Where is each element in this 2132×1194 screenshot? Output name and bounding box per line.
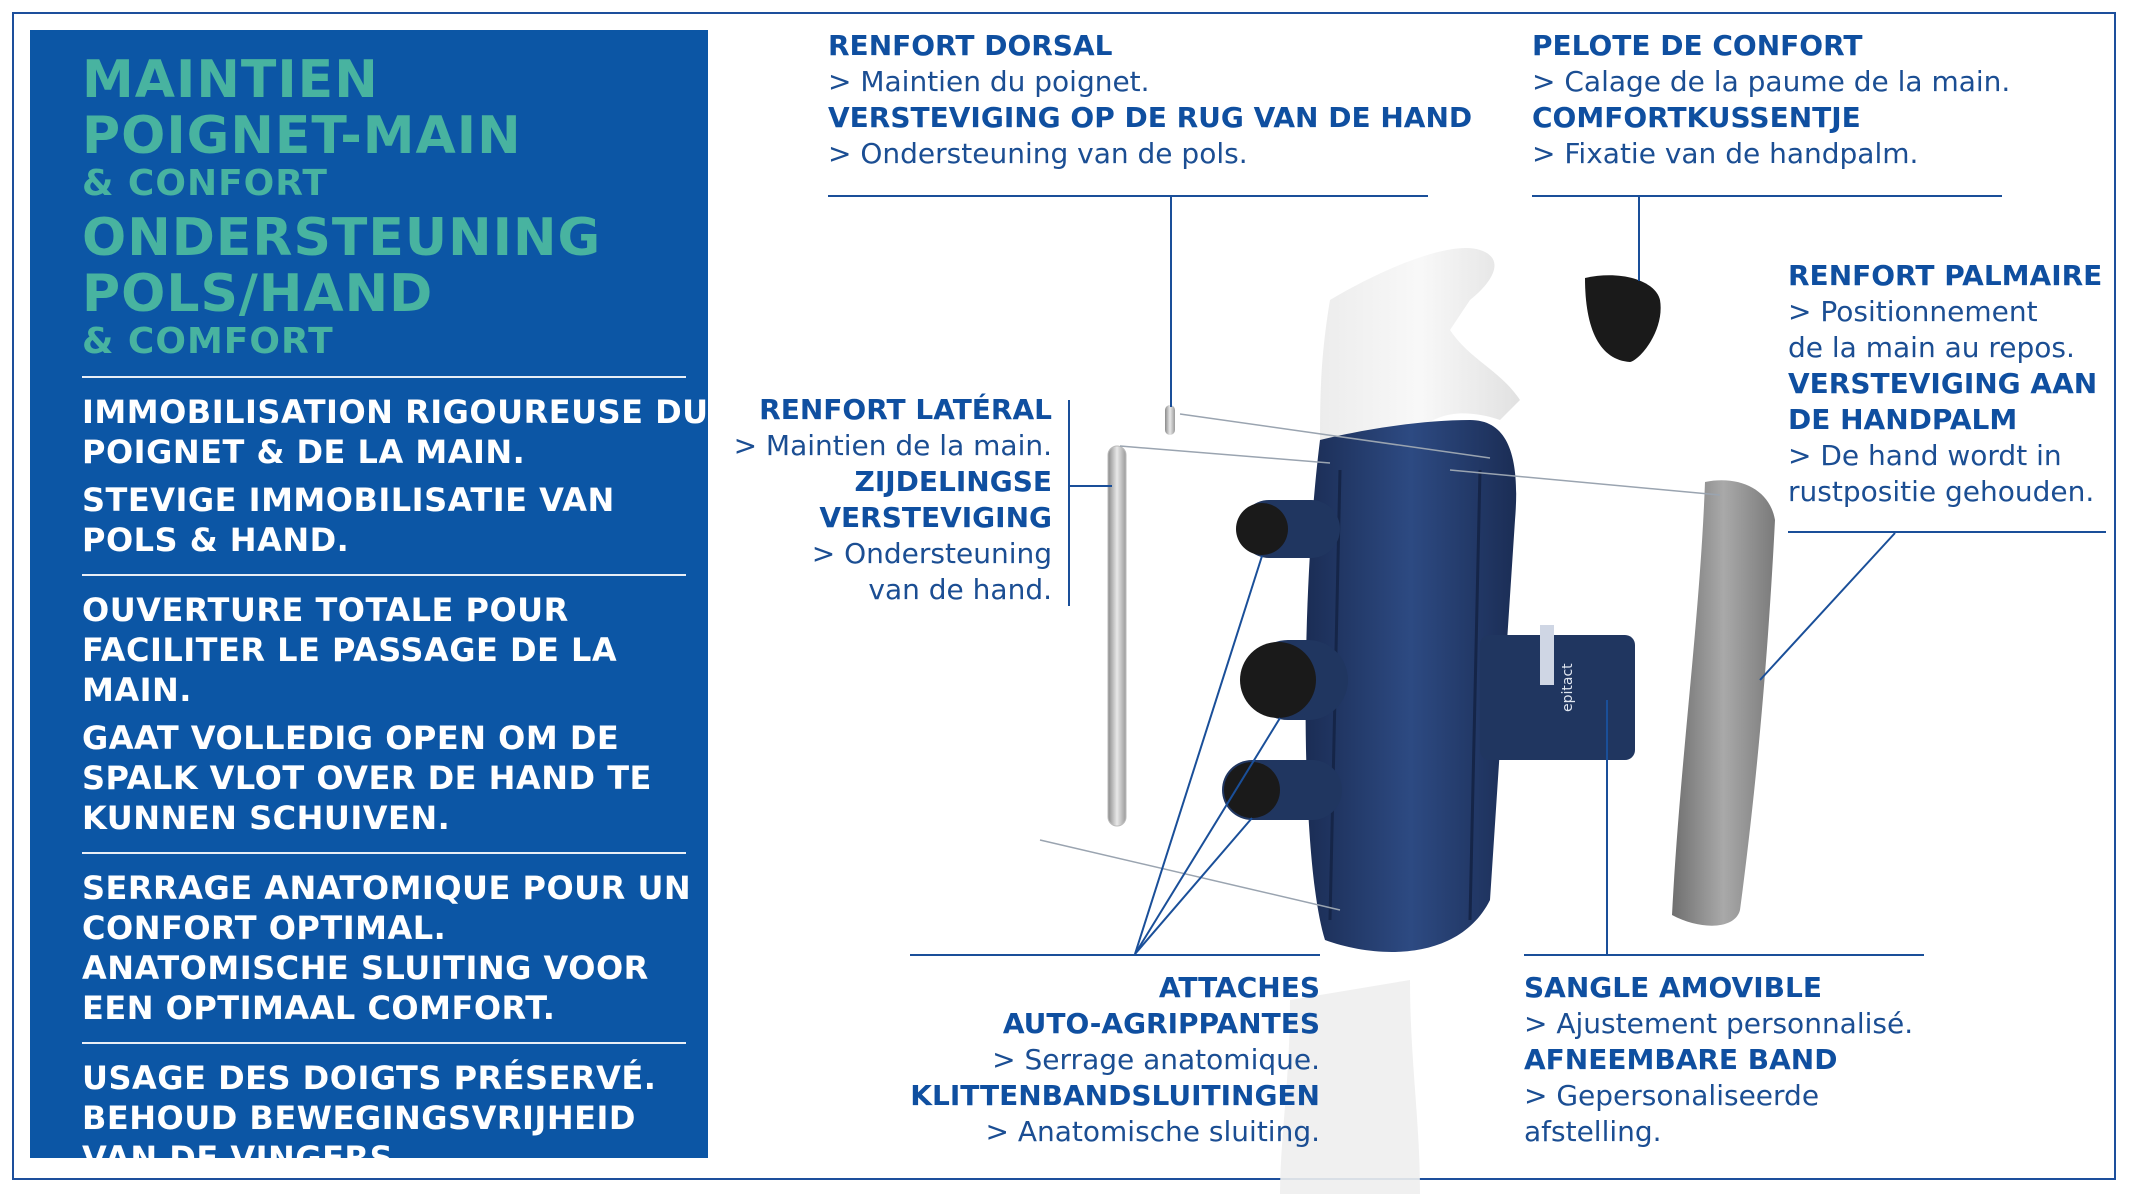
desc-renfort-palmaire-1: > Positionnement	[1788, 295, 2038, 328]
desc-sangle: > Ajustement personnalisé.	[1524, 1007, 1914, 1040]
label-renfort-palmaire: RENFORT PALMAIRE	[1788, 259, 2103, 292]
desc-comfortkussentje: > Fixatie van de handpalm.	[1532, 137, 1919, 170]
label-zijdelingse-1: ZIJDELINGSE	[854, 465, 1052, 498]
desc-renfort-lateral: > Maintien de la main.	[733, 429, 1052, 462]
feature-2-fr: OUVERTURE TOTALE POUR FACILITER LE PASSAGE DE LA MAIN.	[82, 591, 618, 709]
feature-3-fr: SERRAGE ANATOMIQUE POUR UN CONFORT OPTIMAL.	[82, 869, 692, 947]
label-comfortkussentje: COMFORTKUSSENTJE	[1532, 101, 1861, 134]
label-attaches-2: AUTO-AGRIPPANTES	[1002, 1007, 1320, 1040]
desc-klittenband: > Anatomische sluiting.	[985, 1115, 1320, 1148]
annotation-removable-strap	[1524, 970, 1913, 1150]
feature-4-nl: BEHOUD BEWEGINGSVRIJHEID VAN DE VINGERS.	[82, 1099, 636, 1177]
desc-versteviging-handpalm-2: rustpositie gehouden.	[1788, 475, 2095, 508]
title-nl-subtitle: & COMFORT	[82, 321, 334, 362]
label-versteviging-handpalm-2: DE HANDPALM	[1788, 403, 2018, 436]
label-afneembare-band: AFNEEMBARE BAND	[1524, 1043, 1838, 1076]
label-pelote: PELOTE DE CONFORT	[1532, 29, 1863, 62]
label-attaches-1: ATTACHES	[1158, 971, 1320, 1004]
feature-1-nl: STEVIGE IMMOBILISATIE VAN POLS & HAND.	[82, 481, 615, 559]
label-sangle: SANGLE AMOVIBLE	[1524, 971, 1822, 1004]
label-renfort-lateral: RENFORT LATÉRAL	[759, 393, 1052, 426]
desc-attaches: > Serrage anatomique.	[992, 1043, 1320, 1076]
brand-label: epitact	[1560, 663, 1576, 712]
title-fr-line-2: POIGNET-MAIN	[82, 106, 522, 166]
desc-renfort-dorsal: > Maintien du poignet.	[828, 65, 1150, 98]
feature-1-fr: IMMOBILISATION RIGOUREUSE DU POIGNET & DE LA MAIN.	[82, 393, 709, 471]
desc-zijdelingse-1: > Ondersteuning	[811, 537, 1052, 570]
desc-versteviging-handpalm-1: > De hand wordt in	[1788, 439, 2062, 472]
desc-afneembare-1: > Gepersonaliseerde	[1524, 1079, 1820, 1112]
label-renfort-dorsal: RENFORT DORSAL	[828, 29, 1113, 62]
leader-line	[1606, 700, 1608, 954]
feature-4-fr: USAGE DES DOIGTS PRÉSERVÉ.	[82, 1059, 657, 1097]
feature-2-nl: GAAT VOLLEDIG OPEN OM DE SPALK VLOT OVER DE HAND TE KUNNEN SCHUIVEN.	[82, 719, 652, 837]
title-nl-line-2: POLS/HAND	[82, 264, 434, 324]
label-klittenband: KLITTENBANDSLUITINGEN	[910, 1079, 1320, 1112]
title-fr-subtitle: & CONFORT	[82, 163, 328, 204]
title-fr-line-1: MAINTIEN	[82, 50, 379, 110]
desc-renfort-palmaire-2: de la main au repos.	[1788, 331, 2075, 364]
desc-zijdelingse-2: van de hand.	[868, 573, 1052, 606]
label-versteviging-handpalm-1: VERSTEVIGING AAN	[1788, 367, 2098, 400]
leader-line	[1524, 954, 1924, 956]
desc-afneembare-2: afstelling.	[1524, 1115, 1662, 1148]
feature-3-nl: ANATOMISCHE SLUITING VOOR EEN OPTIMAAL COMFORT.	[82, 949, 649, 1027]
label-zijdelingse-2: VERSTEVIGING	[819, 501, 1052, 534]
desc-pelote: > Calage de la paume de la main.	[1532, 65, 2011, 98]
label-versteviging-rug: VERSTEVIGING OP DE RUG VAN DE HAND	[828, 101, 1473, 134]
desc-versteviging-rug: > Ondersteuning van de pols.	[828, 137, 1248, 170]
title-nl-line-1: ONDERSTEUNING	[82, 208, 602, 268]
